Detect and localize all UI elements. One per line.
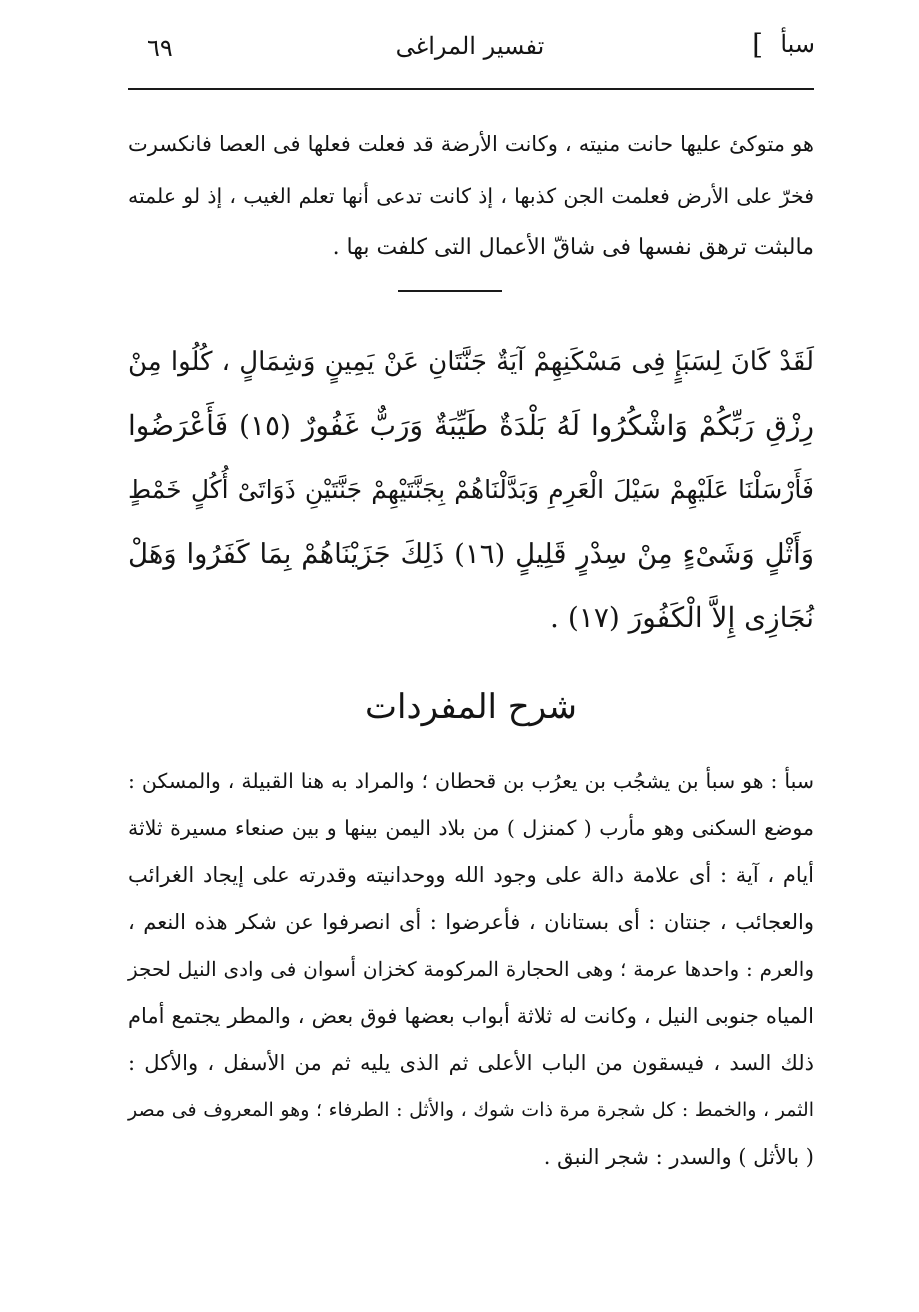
glossary-line: موضع السكنى وهو مأرب ( كمنزل ) من بلاد اليمن بينها و بين صنعاء مسيرة ثلاثة xyxy=(128,816,814,840)
verse-line: فَأَرْسَلْنَا عَلَيْهِمْ سَيْلَ الْعَرِمِ وَبَدَّلْنَاهُمْ بِجَنَّتَيْهِمْ جَنَّتَيْنِ ذَوَاتَىْ أُكُلٍ خَمْطٍ xyxy=(128,475,814,504)
commentary-line: مالبثت ترهق نفسها فى شاقّ الأعمال التى كلفت بها . xyxy=(332,235,814,260)
glossary-line: والعرم : واحدها عرمة ؛ وهى الحجارة المركومة كخزان أسوان فى وادى النيل لحجز xyxy=(128,957,814,981)
book-title: تفسير المراغى xyxy=(395,32,545,60)
glossary-line: أيام ، آية : أى علامة دالة على وجود الله ووحدانيته وقدرته على إيجاد الغرائب xyxy=(128,863,814,887)
glossary-line: الثمر ، والخمط : كل شجرة مرة ذات شوك ، والأثل : الطرفاء ؛ وهو المعروف فى مصر xyxy=(128,1099,814,1121)
glossary-line: سبأ : هو سبأ بن يشجُب بن يعرُب بن قحطان ؛ والمراد به هنا القبيلة ، والمسكن : xyxy=(128,769,814,793)
header-bracket: ] xyxy=(752,28,763,61)
commentary-paragraph xyxy=(128,118,814,274)
glossary-line: ( بالأثل ) والسدر : شجر النبق . xyxy=(543,1145,814,1169)
section-separator xyxy=(398,290,502,292)
commentary-line: هو متوكئ عليها حانت منيته ، وكانت الأرضة قد فعلت فعلها فى العصا فانكسرت xyxy=(128,132,814,156)
verse-line: رِزْقِ رَبِّكُمْ وَاشْكُرُوا لَهُ بَلْدَةٌ طَيِّبَةٌ وَرَبٌّ غَفُورٌ (١٥) فَأَعْرَضُوا xyxy=(128,409,814,442)
glossary-line: والعجائب ، جنتان : أى بستانان ، فأعرضوا : أى انصرفوا عن شكر هذه النعم ، xyxy=(128,910,815,934)
verse-line: نُجَازِى إِلاَّ الْكَفُورَ (١٧) . xyxy=(550,601,814,634)
verse-line: وَأَثْلٍ وَشَىْءٍ مِنْ سِدْرٍ قَلِيلٍ (١٦) ذَلِكَ جَزَيْنَاهُمْ بِمَا كَفَرُوا وَهَلْ xyxy=(128,538,815,570)
header-rule xyxy=(128,88,814,90)
glossary-line: المياه جنوبى النيل ، وكانت له ثلاثة أبواب بعضها فوق بعض ، والمطر يجتمع أمام xyxy=(128,1004,814,1028)
commentary-line: فخرّ على الأرض فعلمت الجن كذبها ، إذ كانت تدعى أنها تعلم الغيب ، إذ لو علمته xyxy=(128,184,814,208)
vocabulary-explanation xyxy=(128,758,814,1181)
section-heading: شرح المفردات xyxy=(364,687,578,727)
surah-name: سبأ xyxy=(780,30,815,58)
verse-line: لَقَدْ كَانَ لِسَبَإٍ فِى مَسْكَنِهِمْ آيَةٌ جَنَّتَانِ عَنْ يَمِينٍ وَشِمَالٍ ، كُلُوا مِنْ xyxy=(128,347,814,377)
glossary-line: ذلك السد ، فيسقون من الباب الأعلى ثم الذى يليه ثم من الأسفل ، والأكل : xyxy=(128,1051,814,1075)
quran-verses xyxy=(128,330,814,650)
page-number: ٦٩ xyxy=(147,34,173,62)
running-header xyxy=(125,30,815,80)
